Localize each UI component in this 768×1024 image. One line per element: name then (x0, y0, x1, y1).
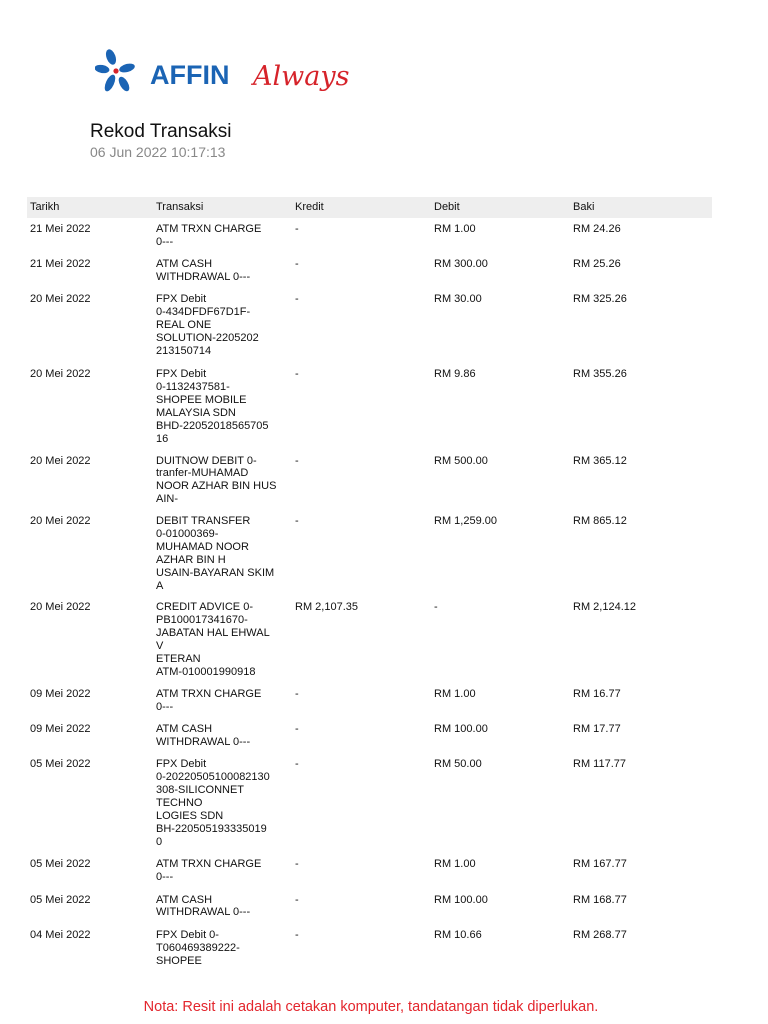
cell-debit: RM 1,259.00 (434, 515, 497, 528)
page-title: Rekod Transaksi (90, 121, 232, 142)
table-row (27, 723, 712, 758)
cell-kredit: - (295, 258, 299, 271)
table-row (27, 858, 712, 893)
cell-tarikh: 09 Mei 2022 (30, 687, 91, 700)
cell-transaksi: FPX Debit 0-20220505100082130 308-SILICONNET TECHNO LOGIES SDN BH-220505193335019 0 (156, 758, 270, 848)
cell-debit: RM 10.66 (434, 928, 482, 941)
table-row (27, 515, 712, 601)
cell-tarikh: 04 Mei 2022 (30, 928, 91, 941)
col-kredit: Kredit (295, 201, 324, 213)
cell-debit: RM 300.00 (434, 258, 488, 271)
cell-transaksi: FPX Debit 0-1132437581- SHOPEE MOBILE MALAYSIA SDN BHD-22052018565705 16 (156, 368, 269, 445)
cell-baki: RM 2,124.12 (573, 601, 636, 614)
table-row (27, 688, 712, 723)
cell-debit: RM 30.00 (434, 293, 482, 306)
cell-tarikh: 05 Mei 2022 (30, 893, 91, 906)
brand-name: AFFIN (150, 60, 230, 90)
table-row (27, 929, 712, 977)
table-row (27, 894, 712, 929)
cell-tarikh: 20 Mei 2022 (30, 601, 91, 614)
cell-baki: RM 365.12 (573, 454, 627, 467)
cell-baki: RM 268.77 (573, 928, 627, 941)
cell-tarikh: 21 Mei 2022 (30, 258, 91, 271)
table-row (27, 368, 712, 454)
cell-tarikh: 20 Mei 2022 (30, 293, 91, 306)
cell-debit: RM 1.00 (434, 687, 476, 700)
cell-debit: RM 1.00 (434, 223, 476, 235)
cell-tarikh: 05 Mei 2022 (30, 758, 91, 771)
table-row (27, 758, 712, 858)
affin-always-logo (95, 48, 365, 102)
cell-transaksi: ATM CASH WITHDRAWAL 0--- (156, 893, 251, 919)
col-transaksi: Transaksi (156, 201, 204, 213)
cell-kredit: RM 2,107.35 (295, 601, 358, 614)
report-timestamp: 06 Jun 2022 10:17:13 (90, 144, 226, 160)
table-row (27, 455, 712, 516)
cell-kredit: - (295, 223, 299, 235)
cell-tarikh: 20 Mei 2022 (30, 454, 91, 467)
cell-baki: RM 25.26 (573, 258, 621, 271)
cell-baki: RM 325.26 (573, 293, 627, 306)
cell-transaksi: FPX Debit 0- T060469389222- SHOPEE (156, 928, 240, 967)
cell-tarikh: 21 Mei 2022 (30, 223, 91, 235)
table-row (27, 293, 712, 368)
cell-debit: RM 100.00 (434, 722, 488, 735)
col-tarikh: Tarikh (30, 201, 60, 213)
cell-kredit: - (295, 454, 299, 467)
cell-kredit: - (295, 893, 299, 906)
cell-debit: - (434, 601, 438, 614)
table-row (27, 601, 712, 687)
brand-tagline: Always (253, 61, 350, 92)
cell-debit: RM 9.86 (434, 368, 476, 381)
cell-transaksi: ATM TRXN CHARGE 0--- (156, 858, 262, 884)
cell-tarikh: 20 Mei 2022 (30, 515, 91, 528)
cell-kredit: - (295, 687, 299, 700)
cell-kredit: - (295, 928, 299, 941)
cell-baki: RM 16.77 (573, 687, 621, 700)
cell-kredit: - (295, 515, 299, 528)
cell-kredit: - (295, 293, 299, 306)
col-debit: Debit (434, 201, 460, 213)
cell-transaksi: ATM CASH WITHDRAWAL 0--- (156, 722, 251, 748)
cell-baki: RM 17.77 (573, 722, 621, 735)
table-row (27, 223, 712, 258)
cell-baki: RM 168.77 (573, 893, 627, 906)
affin-flower-icon (95, 48, 365, 102)
cell-kredit: - (295, 858, 299, 871)
cell-tarikh: 09 Mei 2022 (30, 722, 91, 735)
cell-baki: RM 117.77 (573, 758, 626, 771)
cell-tarikh: 20 Mei 2022 (30, 368, 91, 381)
cell-tarikh: 05 Mei 2022 (30, 858, 91, 871)
cell-transaksi: DEBIT TRANSFER 0-01000369- MUHAMAD NOOR AZHAR BIN H USAIN-BAYARAN SKIM A (156, 515, 275, 592)
cell-baki: RM 355.26 (573, 368, 627, 381)
cell-baki: RM 24.26 (573, 223, 621, 235)
col-baki: Baki (573, 201, 595, 213)
cell-debit: RM 100.00 (434, 893, 488, 906)
cell-kredit: - (295, 758, 299, 771)
cell-transaksi: CREDIT ADVICE 0- PB100017341670- JABATAN HAL EHWAL V ETERAN ATM-010001990918 (156, 601, 270, 678)
table-row (27, 258, 712, 293)
cell-transaksi: ATM TRXN CHARGE 0--- (156, 223, 262, 248)
cell-transaksi: FPX Debit 0-434DFDF67D1F- REAL ONE SOLUTION-2205202 213150714 (156, 293, 259, 357)
transaction-table (27, 223, 712, 977)
cell-transaksi: ATM CASH WITHDRAWAL 0--- (156, 258, 251, 284)
cell-debit: RM 500.00 (434, 454, 488, 467)
cell-baki: RM 865.12 (573, 515, 627, 528)
cell-transaksi: DUITNOW DEBIT 0- tranfer-MUHAMAD NOOR AZHAR BIN HUS AIN- (156, 454, 277, 506)
cell-debit: RM 50.00 (434, 758, 482, 771)
cell-debit: RM 1.00 (434, 858, 476, 871)
cell-transaksi: ATM TRXN CHARGE 0--- (156, 687, 262, 713)
cell-kredit: - (295, 722, 299, 735)
cell-baki: RM 167.77 (573, 858, 627, 871)
table-header (27, 197, 712, 218)
footer-note: Nota: Resit ini adalah cetakan komputer, tandatangan tidak diperlukan. (143, 999, 599, 1015)
cell-kredit: - (295, 368, 299, 381)
